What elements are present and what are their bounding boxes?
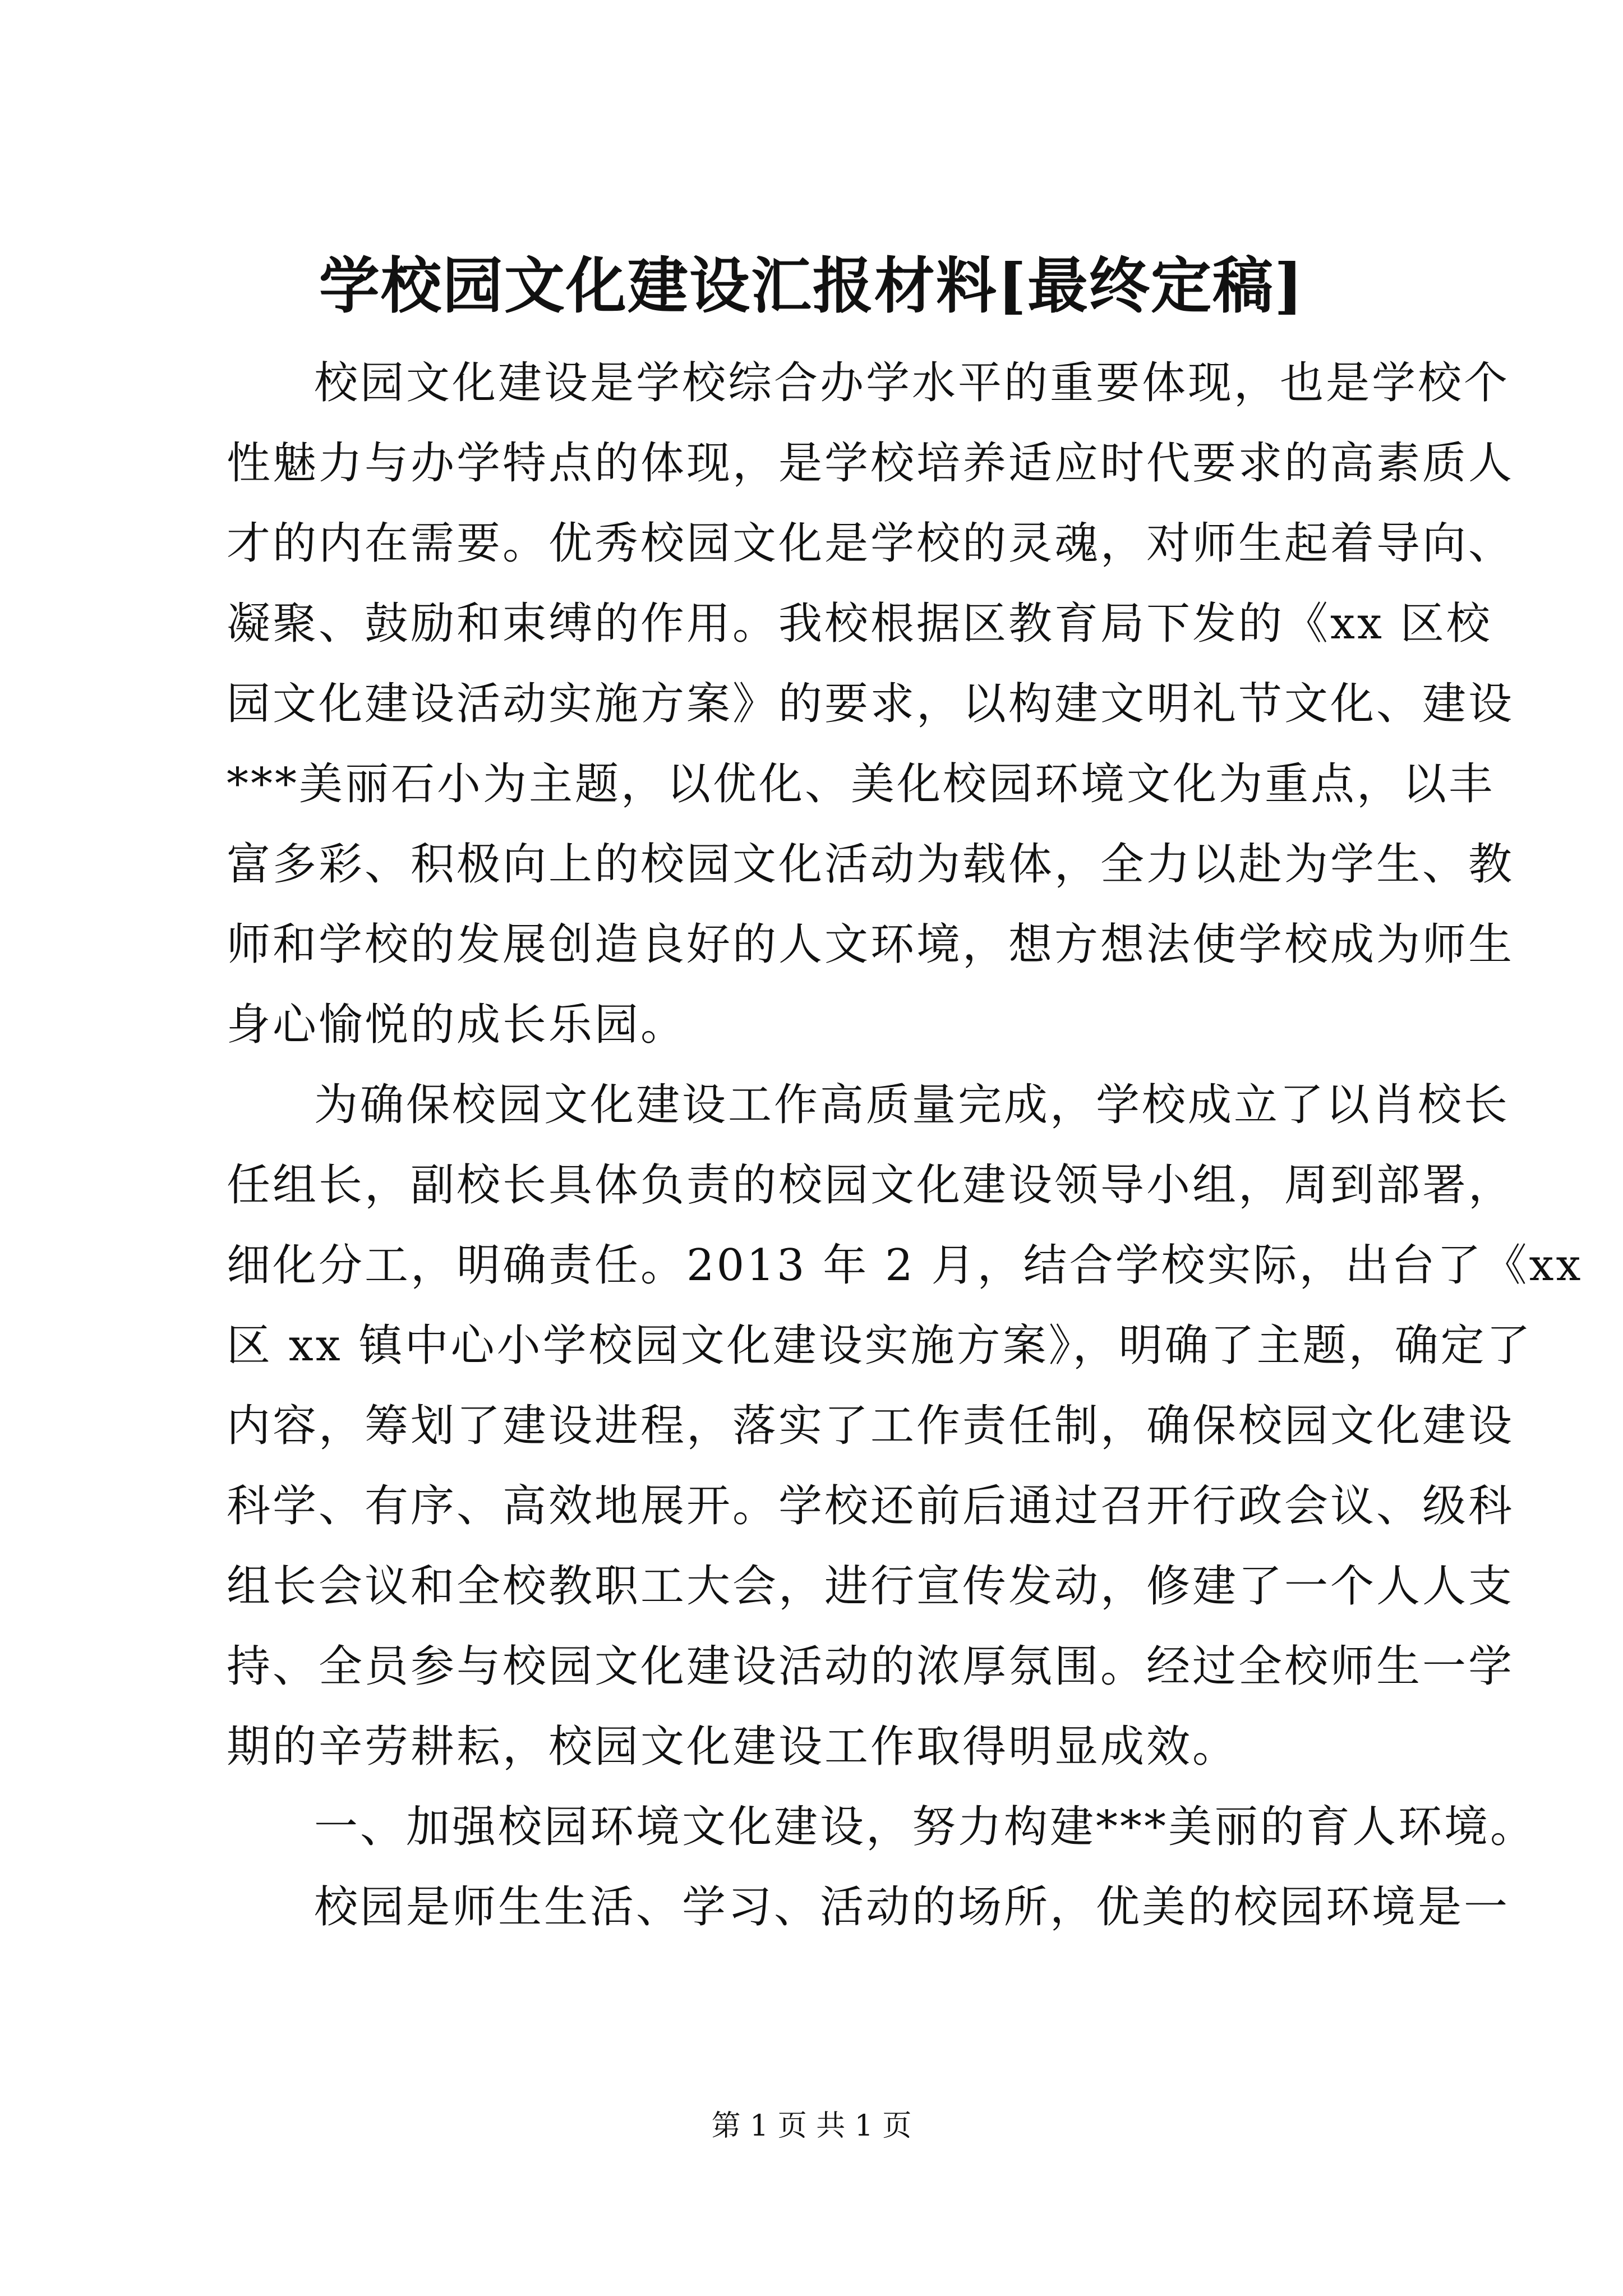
- text-line: 富多彩、积极向上的校园文化活动为载体，全力以赴为学生、教: [227, 839, 1515, 890]
- text-line: 园文化建设活动实施方案》的要求，以构建文明礼节文化、建设: [227, 679, 1515, 729]
- text-line: 期的辛劳耕耘，校园文化建设工作取得明显成效。: [227, 1722, 1239, 1772]
- text-line: 持、全员参与校园文化建设活动的浓厚氛围。经过全校师生一学: [227, 1641, 1515, 1692]
- document-title: 学校园文化建设汇报材料[最终定稿]: [319, 251, 1304, 321]
- text-line: 凝聚、鼓励和束缚的作用。我校根据区教育局下发的《xx 区校: [227, 599, 1492, 649]
- page-footer: 第 1 页 共 1 页: [711, 2109, 912, 2143]
- text-line: 师和学校的发展创造良好的人文环境，想方想法使学校成为师生: [227, 919, 1515, 970]
- text-line: 为确保校园文化建设工作高质量完成，学校成立了以肖校长: [314, 1080, 1510, 1130]
- text-line: 身心愉悦的成长乐园。: [227, 1000, 687, 1050]
- text-line: 科学、有序、高效地展开。学校还前后通过召开行政会议、级科: [227, 1481, 1515, 1531]
- text-line: ***美丽石小为主题，以优化、美化校园环境文化为重点，以丰: [227, 759, 1495, 809]
- text-line: 任组长，副校长具体负责的校园文化建设领导小组，周到部署，: [227, 1160, 1515, 1211]
- document-body: [227, 343, 1583, 1948]
- text-line: 区 xx 镇中心小学校园文化建设实施方案》，明确了主题，确定了: [227, 1320, 1533, 1371]
- text-line: 校园文化建设是学校综合办学水平的重要体现，也是学校个: [314, 358, 1510, 408]
- text-line: 内容，筹划了建设进程，落实了工作责任制，确保校园文化建设: [227, 1401, 1515, 1451]
- text-line: 校园是师生生活、学习、活动的场所，优美的校园环境是一: [314, 1882, 1510, 1932]
- text-line: 细化分工，明确责任。2013 年 2 月，结合学校实际，出台了《xx: [227, 1240, 1583, 1291]
- text-line: 性魅力与办学特点的体现，是学校培养适应时代要求的高素质人: [227, 438, 1515, 489]
- text-line: 才的内在需要。优秀校园文化是学校的灵魂，对师生起着导向、: [227, 518, 1515, 569]
- text-line: 组长会议和全校教职工大会，进行宣传发动，修建了一个人人支: [227, 1561, 1515, 1612]
- text-line: 一、加强校园环境文化建设，努力构建***美丽的育人环境。: [314, 1802, 1537, 1852]
